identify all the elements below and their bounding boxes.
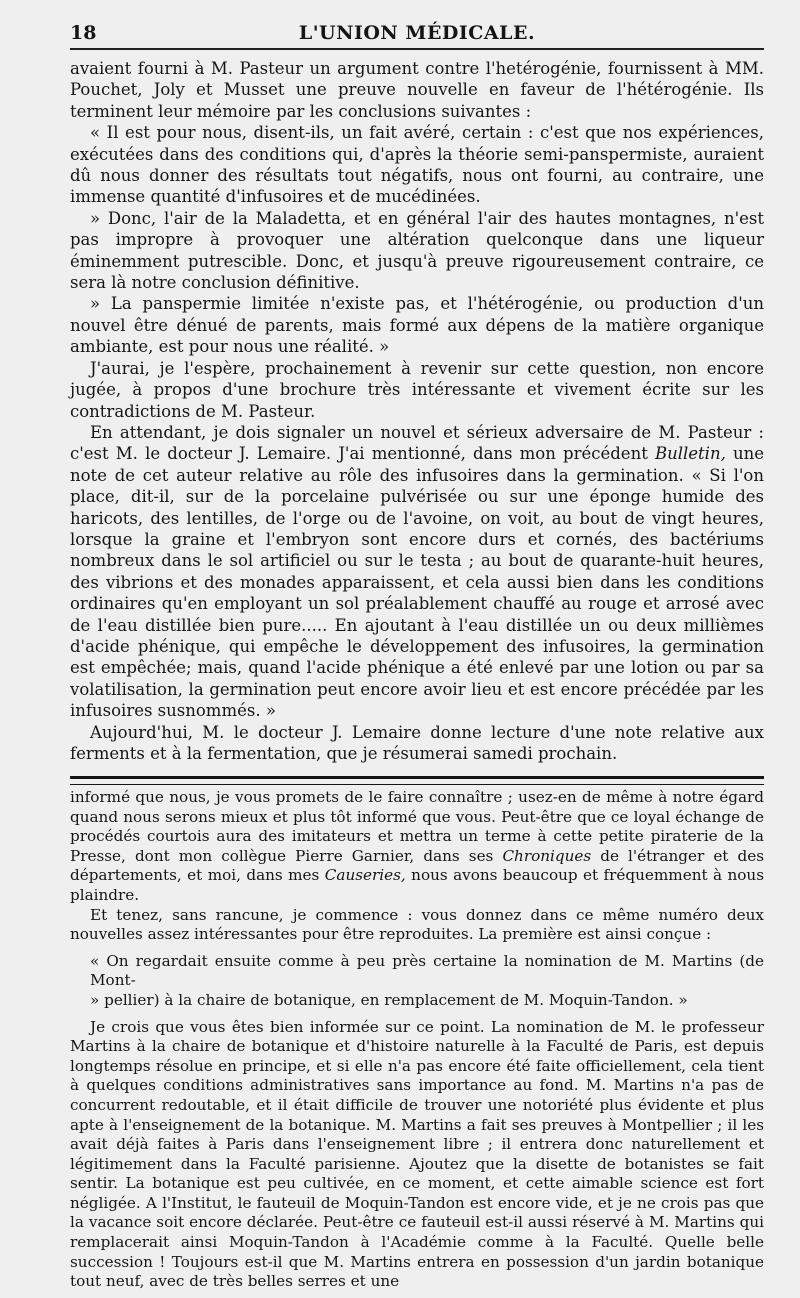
quote-line: » pellier) à la chaire de botanique, en remplacement de M. Moquin-Tandon. » <box>90 990 688 1009</box>
text-run: une note de cet auteur relative au rôle des infusoires dans la germination. « Si l'on place, dit-il, sur de la porcelaine pulvérisée ou sur une éponge humide des haricots, des lentilles, de l'orge ou de l'avoine, on voit, au bout de vingt heures, lorsque la graine et l'embryon sont encore durs et cornés, des bactériums nombreux dans le sol artificiel ou sur le testa ; au bout de quarante-huit heures, des vibrions et des monades apparaissent, et cela aussi bien dans les conditions ordinaires qu'en employant un sol préalablement chauffé au rouge et arrosé avec de l'eau distillée bien pure..... En ajoutant à l'eau distillée un ou deux millièmes d'acide phénique, qui empêche le développement des infusoires, la germination est empêchée; mais, quand l'acide phénique a été enlevé par une lotion ou par sa volatilisation, la germination peut encore avoir lieu et est encore précédée par les infusoires susnommés. » <box>70 444 765 721</box>
quote-line: « On regardait ensuite comme à peu près certaine la nomination de M. Martins (de Mont- <box>90 951 764 990</box>
paragraph: Et tenez, sans rancune, je commence : vous donnez dans ce même numéro deux nouvelles assez intéressantes pour être reproduites. La première est ainsi conçue : <box>70 905 764 944</box>
quote-paragraph: » La panspermie limitée n'existe pas, et l'hétérogénie, ou production d'un nouvel être dénué de parents, mais formé aux dépens de la matière organique ambiante, est pour nous une réalité. » <box>70 294 764 357</box>
paragraph <box>70 422 764 722</box>
text-run: nous avons beaucoup et fréquemment à nous plaindre. <box>70 866 765 904</box>
page-number: 18 <box>70 22 97 44</box>
section-divider-thick <box>70 776 764 779</box>
paragraph: Je crois que vous êtes bien informée sur ce point. La nomination de M. le professeur Martins à la chaire de botanique et d'histoire naturelle à la Faculté de Paris, est depuis longtemps résolue en principe, et si elle n'a pas encore été faite officiellement, cela tient à quelques conditions administratives sans importance au fond. M. Martins n'a pas de concurrent redoutable, et il était difficile de trouver une notoriété plus évidente et plus apte à l'enseignement de la botanique. M. Martins a fait ses preuves à Montpellier ; il les avait déjà faites à Paris dans l'enseignement libre ; il entrera donc naturellement et légitimement dans la Faculté parisienne. Ajoutez que la disette de botanistes se fait sentir. La botanique est peu cultivée, en ce moment, et cette aimable science est fort négligée. A l'Institut, le fauteuil de Moquin-Tandon est encore vide, et je ne crois pas que la vacance soit encore déclarée. Peut-être ce fauteuil est-il aussi réservé à M. Martins qui remplacerait ainsi Moquin-Tandon à l'Académie comme à la Faculté. Quelle belle succession ! Toujours est-il que M. Martins entrera en possession d'un jardin botanique tout neuf, avec de très belles serres et une <box>70 1017 764 1291</box>
main-article <box>70 58 764 764</box>
page-header <box>70 18 764 48</box>
italic-text: Causeries, <box>324 866 406 885</box>
journal-title: L'UNION MÉDICALE. <box>298 22 536 44</box>
feuilleton-section <box>70 788 764 1292</box>
italic-text: Chroniques <box>502 846 592 865</box>
italic-text: Bulletin, <box>654 444 726 464</box>
header-rule <box>70 48 764 50</box>
quote-paragraph: « Il est pour nous, disent-ils, un fait avéré, certain : c'est que nos expériences, exécutées dans des conditions qui, d'après la théorie semi-panspermiste, auraient dû nous donner des résultats tout négatifs, nous ont fourni, au contraire, une immense quantité d'infusoires et de mucédinées. <box>70 123 764 207</box>
section-divider-thin <box>70 784 764 785</box>
quoted-news <box>70 952 764 1011</box>
paragraph <box>70 788 764 906</box>
text-run: informé que nous, je vous promets de le faire connaître ; usez-en de même à notre égard quand nous serons mieux et plus tôt informé que vous. Peut-être que ce loyal échange de procédés courtois aura des imitateurs et mettra un terme à cette petite piraterie de la Presse, dont mon collègue Pierre Garnier, dans ses <box>70 788 764 865</box>
text-run: de l'étranger et des départements, et moi, dans mes <box>70 846 764 885</box>
text-run: En attendant, je dois signaler un nouvel et sérieux adversaire de M. Pasteur : c'est M. le docteur J. Lemaire. J'ai mentionné, dans mon précédent <box>70 422 764 464</box>
paragraph: J'aurai, je l'espère, prochainement à revenir sur cette question, non encore jugée, à propos d'une brochure très intéressante et vivement écrite sur les contradictions de M. Pasteur. <box>70 358 764 421</box>
paragraph: Aujourd'hui, M. le docteur J. Lemaire donne lecture d'une note relative aux ferments et à la fermentation, que je résumerai samedi prochain. <box>70 722 764 763</box>
paragraph: avaient fourni à M. Pasteur un argument contre l'hetérogénie, fournissent à MM. Pouchet, Joly et Musset une preuve nouvelle en faveur de l'hétérogénie. Ils terminent leur mémoire par les conclusions suivantes : <box>70 59 764 121</box>
quote-paragraph: » Donc, l'air de la Maladetta, et en général l'air des hautes montagnes, n'est pas impropre à provoquer une altération quelconque dans une liqueur éminemment putrescible. Donc, et jusqu'à preuve rigoureusement contraire, ce sera là notre conclusion définitive. <box>70 208 764 293</box>
